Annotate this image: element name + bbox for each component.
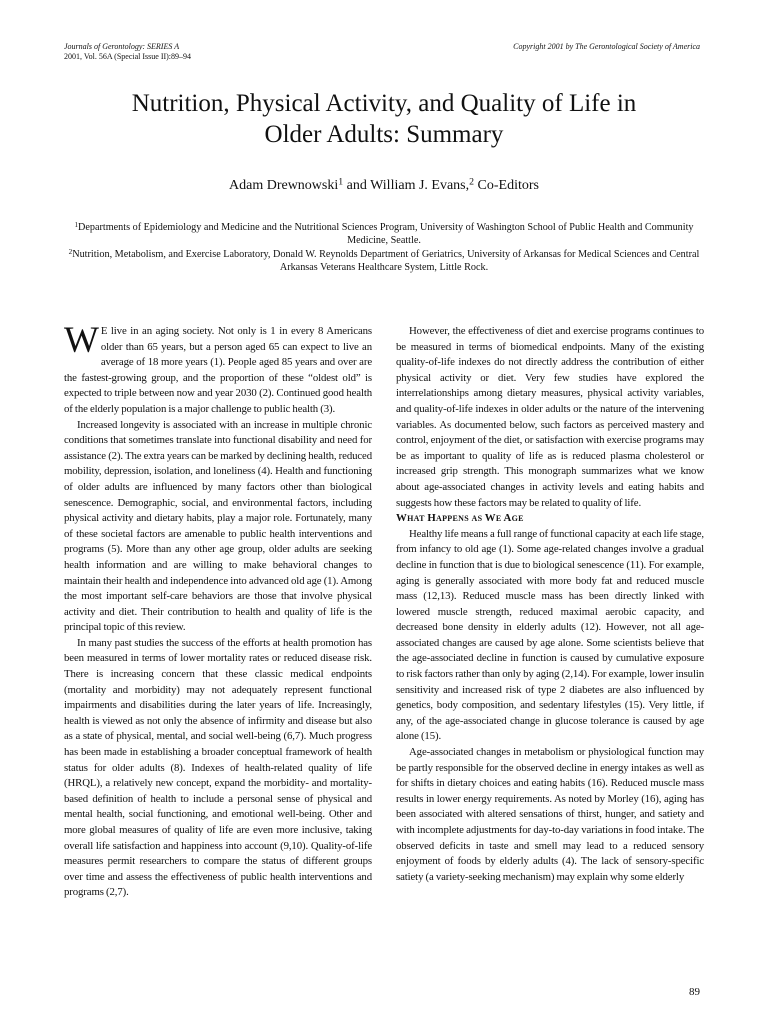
title-line-1: Nutrition, Physical Activity, and Quality of Life in (131, 90, 637, 117)
body-paragraph (64, 320, 372, 418)
page-number: 89 (689, 986, 700, 998)
journal-header (64, 42, 191, 62)
paragraph-text: E live in an aging society. Not only is 1 in every 8 Americans older than 65 years, but a person aged 65 can expect to live an average of 18 more years (1). People aged 85 years and over are the fastest-growing group, and the proportion of these “oldest old” is expected to triple between now and year 2030 (2). Continued good health of the elderly population is a major challenge to public health (3). (64, 325, 372, 415)
affiliation-1-text: Departments of Epidemiology and Medicine and the Nutritional Sciences Program, University of Washington School of Public Health and Community Medicine, Seattle. (78, 222, 694, 246)
author-1-affiliation-mark: 1 (338, 176, 344, 188)
body-paragraph: However, the effectiveness of diet and exercise programs continues to be measured in terms of biomedical endpoints. Many of the existing quality-of-life indexes do not directly address the contribution of either physical activity or diet. Very few studies have explored the interrelationships among dietary measures, physical activity variables, and quality-of-life indexes in older adults or the nature of the intervening variables. As documented below, such factors as perceived mastery and control, enjoyment of the diet, or satisfaction with exercise programs may be as important to quality of life as is reduced plasma cholesterol or increased grip strength. This monograph summarizes what we know about age-associated changes in activity levels and eating habits and suggests how these factors may be related to quality of life. (396, 325, 704, 509)
journal-volume: 2001, Vol. 56A (Special Issue II):89–94 (64, 52, 192, 61)
article-title (60, 88, 708, 150)
body-paragraph: In many past studies the success of the efforts at health promotion has been measured in terms of lower mortality rates or reduced disease risk. There is increasing concern that these classic medical endpoints (mortality and morbidity) may not adequately represent functional impairments and disabilities during the later years of life. Increasingly, health is viewed as not only the absence of infirmity and disease but also as a state of physical, mental, and social well-being (6,7). Much progress has been made in establishing a broader conceptual framework of health status for older adults (8). Indexes of health-related quality of life (HRQL), a relatively new concept, expand the morbidity- and mortality-based definition of health to include a personal sense of physical and mental health, social functioning, and emotional well-being. Other and more global measures of quality of life are even more inclusive, taking overall life satisfaction and happiness into account (9,10). Quality-of-life measures permit researchers to compare the status of different groups over time and assess the effectiveness of public health interventions and programs (2,7). (64, 636, 372, 899)
title-line-2: Older Adults: Summary (264, 121, 504, 148)
copyright-notice: Copyright 2001 by The Gerontological Society of America (513, 42, 700, 51)
affiliation-1 (64, 221, 704, 247)
author-conjunction: and (343, 178, 371, 193)
body-column-right (396, 324, 704, 885)
section-heading: What Happens as We Age (396, 512, 524, 525)
body-column-left (64, 320, 372, 901)
drop-cap: W (64, 320, 99, 361)
body-paragraph: Age-associated changes in metabolism or physiological function may be partly responsible for the observed decline in energy intakes as well as for shifts in dietary choices and eating habits (16). Reduced muscle mass results in lower energy requirements. As noted by Morley (16), aging has been associated with altered sensations of thirst, hunger, and satiety and with incomplete adjustments for day-to-day variations in food intake. The observed deficits in taste and smell may lead to a reduced sensory enjoyment of foods by elderly adults (4). The lack of sensory-specific satiety (a variety-seeking mechanism) may explain why some elderly (396, 746, 704, 883)
affiliation-2-mark: 2 (68, 247, 73, 256)
author-2-affiliation-mark: 2 (469, 176, 475, 188)
body-paragraph: Increased longevity is associated with an increase in multiple chronic conditions that sometimes translate into functional disability and need for assistance (2). The extra years can be marked by declining health, reduced mobility, depression, isolation, and loneliness (4). Health and functioning of older adults are influenced by many factors other than biological senescence. Demographic, social, and environmental factors, including physical activity and dietary habits, play a major role. Fortunately, many of these societal factors are amenable to public health interventions and programs (5). More than any other age group, older adults are seeking health information and are willing to make behavioral changes to maintain their health and independence into advanced old age (1). Among the most important self-care behaviors are those that involve physical activity and diet. Their contribution to health and quality of life is the principal topic of this review. (64, 418, 372, 634)
journal-name: Journals of Gerontology: SERIES A (64, 42, 180, 51)
affiliation-1-mark: 1 (74, 220, 79, 229)
author-2: William J. Evans, (370, 178, 470, 193)
author-1: Adam Drewnowski (229, 178, 339, 193)
body-paragraph: Healthy life means a full range of functional capacity at each life stage, from infancy to old age (1). Some age-related changes involve a gradual decline in function that is due to biological senescence (11). For example, aging is generally associated with more body fat and reduced muscle mass (12,13). Reduced muscle mass has been directly linked with lowered muscle strength, reduced maximal aerobic capacity, and decreased bone density in elderly adults (12). However, not all age-associated changes are caused by age alone. Some scientists believe that the age-associated decline in function is caused by cumulative exposure to risk factors rather than only by aging (2,14). For example, lower insulin sensitivity and increased risk of type 2 diabetes are also influenced by genetics, body composition, and sedentary lifestyles (15). Very little, if any, of the age-associated change in glucose tolerance is caused by age alone (15). (396, 527, 704, 743)
affiliation-2 (64, 248, 704, 274)
author-line (60, 178, 708, 194)
affiliation-2-text: Nutrition, Metabolism, and Exercise Laboratory, Donald W. Reynolds Department of Geriatrics, University of Arkansas for Medical Sciences and Central Arkansas Veterans Healthcare System, Little Rock. (72, 249, 700, 273)
author-role: Co-Editors (474, 178, 539, 193)
